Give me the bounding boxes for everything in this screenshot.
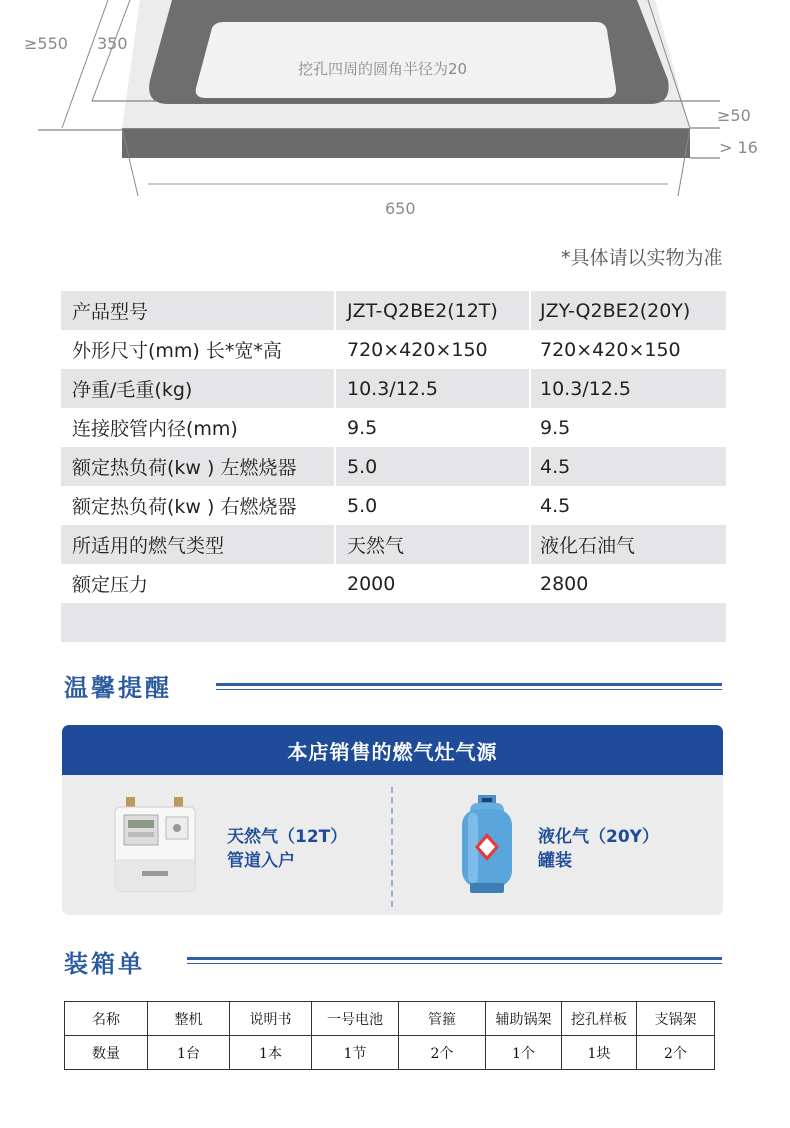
spec-label: 额定压力: [61, 564, 334, 603]
packing-header-cell: 一号电池: [312, 1002, 399, 1036]
natural-gas-type: 天然气（12T）: [227, 827, 348, 847]
card-divider: [391, 787, 393, 907]
spec-label: 额定热负荷(kw ) 左燃烧器: [61, 447, 334, 486]
dim-edge-label: ≥50: [717, 106, 751, 125]
table-row: [61, 408, 726, 447]
gas-source-card: [62, 725, 723, 915]
spec-label: 产品型号: [61, 291, 334, 330]
cutout-diagram: [0, 0, 790, 230]
table-row: [61, 564, 726, 603]
spec-label: 净重/毛重(kg): [61, 369, 334, 408]
gas-cylinder-icon: [460, 795, 514, 895]
reminder-title-rule: [216, 683, 722, 690]
hole-radius-note: 挖孔四周的圆角半径为20: [298, 60, 468, 78]
dim-thickness-label: > 16: [719, 138, 758, 157]
table-row-empty: [61, 603, 726, 642]
packing-header-cell: 辅助锅架: [486, 1002, 562, 1036]
table-row: [61, 525, 726, 564]
spec-value-20y: 9.5: [531, 408, 726, 447]
packing-qty-cell: 2个: [637, 1036, 715, 1070]
packing-header-cell: 支锅架: [637, 1002, 715, 1036]
packing-qty-cell: 1个: [486, 1036, 562, 1070]
natural-gas-supply: 管道入户: [227, 851, 295, 871]
table-row: [61, 291, 726, 330]
spec-value-12t: 5.0: [336, 447, 529, 486]
gas-meter-icon: [112, 797, 200, 893]
dim-hole-depth-label: 350: [97, 34, 128, 53]
spec-value-20y: 720×420×150: [531, 330, 726, 369]
packing-qty-cell: 2个: [399, 1036, 486, 1070]
table-row: [61, 486, 726, 525]
disclaimer-note: *具体请以实物为准: [561, 247, 723, 269]
spec-value-12t: 2000: [336, 564, 529, 603]
packing-header-cell: 整机: [148, 1002, 230, 1036]
spec-value-20y: JZY-Q2BE2(20Y): [531, 291, 726, 330]
table-row: [61, 330, 726, 369]
dim-width-label: 650: [385, 199, 416, 218]
spec-table: [61, 291, 726, 642]
lpg-label: [538, 825, 659, 873]
table-row: [65, 1036, 715, 1070]
spec-label: 所适用的燃气类型: [61, 525, 334, 564]
spec-label: 外形尺寸(mm) 长*宽*高: [61, 330, 334, 369]
packing-table: [64, 1001, 715, 1070]
packing-title: 装箱单: [64, 950, 145, 978]
spec-value-20y: 4.5: [531, 447, 726, 486]
packing-header-cell: 说明书: [230, 1002, 312, 1036]
packing-qty-cell: 1块: [562, 1036, 637, 1070]
reminder-title: 温馨提醒: [64, 674, 172, 702]
spec-value-12t: 9.5: [336, 408, 529, 447]
spec-value-20y: 4.5: [531, 486, 726, 525]
packing-qty-cell: 1本: [230, 1036, 312, 1070]
spec-value-12t: 720×420×150: [336, 330, 529, 369]
table-row: [65, 1002, 715, 1036]
packing-header-cell: 挖孔样板: [562, 1002, 637, 1036]
table-row: [61, 447, 726, 486]
spec-value-12t: 10.3/12.5: [336, 369, 529, 408]
spec-label: 额定热负荷(kw ) 右燃烧器: [61, 486, 334, 525]
spec-value-20y: 2800: [531, 564, 726, 603]
dim-depth-label: ≥550: [24, 34, 68, 53]
lpg-type: 液化气（20Y）: [538, 827, 659, 847]
gas-source-card-title: 本店销售的燃气灶气源: [62, 725, 723, 775]
packing-qty-cell: 1节: [312, 1036, 399, 1070]
table-row: [61, 369, 726, 408]
natural-gas-label: [227, 825, 347, 873]
spec-value-12t: 天然气: [336, 525, 529, 564]
spec-value-20y: 10.3/12.5: [531, 369, 726, 408]
packing-header-cell: 管箍: [399, 1002, 486, 1036]
packing-qty-cell: 数量: [65, 1036, 148, 1070]
spec-value-12t: 5.0: [336, 486, 529, 525]
spec-value-12t: JZT-Q2BE2(12T): [336, 291, 529, 330]
packing-qty-cell: 1台: [148, 1036, 230, 1070]
spec-label: 连接胶管内径(mm): [61, 408, 334, 447]
spec-value-20y: 液化石油气: [531, 525, 726, 564]
packing-header-cell: 名称: [65, 1002, 148, 1036]
lpg-supply: 罐装: [538, 851, 572, 871]
packing-title-rule: [187, 957, 722, 964]
